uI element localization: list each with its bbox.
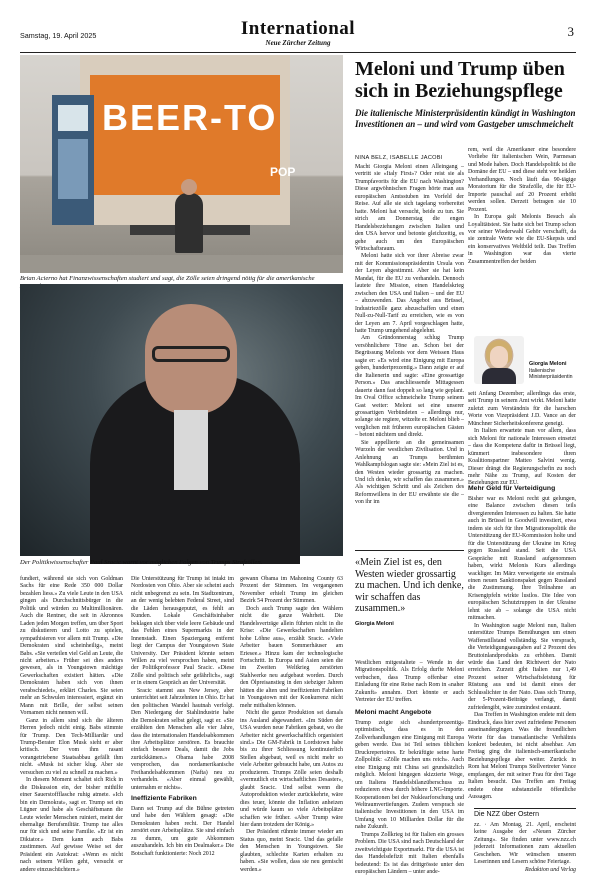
paragraph: Der Präsident rühmte immer wieder am Status quo, meint Sracic. Und das gefalle den Menschen in Youngstown. Sie glaubten, schlechte Karten erhalten zu haben. «Sie wollen, dass sie neu gemischt werden.»: [240, 829, 343, 873]
article-deck: Die italienische Ministerpräsidentin kündigt in Washington Investitionen an – und wird vom Gastgeber umschmeichelt: [355, 108, 576, 129]
paragraph: fundiert, während sie sich von Goldman Sachs für eine Rede 350 000 Dollar bezahlen liess.» Zu viele Leute in den USA gingen als Durchschnittsbürger in die Politik und würden zu Multimillionären. Auch die Rentner, die seit in Akronnos Laden jeden Morgen treffen, um über Sport zu diskutieren und Lotto zu spielen, sympathisieren vor allem mit Trump. «Die Demokraten sind scheinheilig», meint Babs. «Sie verteilen viel Geld an Leute, die nicht arbeiten.» Früher sei dies anders gewesen, als in Youngstown mächtige Gewerkschaften existiert hätten. «Die Demokraten haben sich von ihnen verabschiedet», erklärt Charles. Sie seien mehr an Schwulen interessiert, ergänzt ein Mann mit Brille, der selbst seinen Vornamen nicht nennen will.: [20, 576, 123, 717]
report-column-2: [131, 576, 234, 791]
report-column-1: [20, 576, 123, 873]
paragraph: Ganz in allem sind sich die älteren Herren jedoch nicht einig. Babs stimmte für Trump. Den Tech-Milliardär und Trump-Berater Elon Musk sieht er aber kritisch. Der vom ihm rasant vorangetriebene Staatsabbau gefällt ihm nicht. «Musk ist sicher klug. Aber sie versuchen zu viel zu schnell zu machen.»: [20, 717, 123, 776]
paragraph: gewann Obama im Mahoning County 63 Prozent der Stimmen. Im vergangenen November erhielt Trump im gleichen Bezirk 54 Prozent der Stimmen.: [240, 576, 343, 605]
paragraph: In diesem Moment schaltet sich Rick in die Diskussion ein, der bisher mithilfe einer Sauerstoffflasche ruhig atmete. «Ich bin ein Demokrat», sagt er. Trump sei ein Lügner und habe als Geschäftsmann die Leute wieder Menschen ruiniert, meint der ehemalige Berufsmilitär. Trump tue alles nur für sich und seine Familie. «Er ist ein Diktator.» Dem kann auch Babs zustimmen. Auf gewisse Weise sei der Präsident ein Autokrat: «Wenn es nicht nach seinem Willen geht, versucht er andere einzuschüchtern.»: [20, 777, 123, 873]
paragraph: Trump zeigte sich «hundertprozentig» optimistisch, dass es in den Zollverhandlungen eine Einigung mit Europa geben werde. Das ist Teil seines üblichen Druckrepertoires. Er bekräftigte seine harte Zollpolitik: «Zölle machen uns reich». Auch eine Einigung mit China sei grundsätzlich möglich. Meloni hingegen skizzierte Wege, um Italiens Handelsbilanzüberschuss zu reduzieren etwa durch höhere LNG-Importe. Kooperationen bei der Nuklearforschung und Weltraumvertiefungen. Zudem versprach sie italienische Investitionen in den USA im Umfang von 10 Milliarden Dollar für die nahe Zukunft.: [355, 720, 464, 831]
shirt: [174, 410, 208, 490]
paragraph: seit Anfang Dezember; allerdings das erste, seit Trump in seinem Amt wirkt. Meloni hatte zuletzt zum Verständnis für die harschen Worte von Vizepräsident J.D. Vance an der Münchner Sicherheitskonferenz geneigt.: [468, 391, 576, 427]
header-rule: [20, 52, 576, 53]
article-column-q: [355, 660, 464, 704]
paragraph: Doch auch Trump sagte den Wählern nicht die ganze Wahrheit. Die Handelsverträge allein führten nicht in die Krise: «Die Gewerkschaften handelten hohe Löhne aus», erzählt Sracic. «Viele Arbeiter bauen Sommerhäuser am Eriesee.» Hinzu kam der technologische Fortschritt. In Europa und Asien seien die im Zweiten Weltkrieg zerstörten Stahlwerke neu aufgebaut worden. Durch den Ölpreisanstieg in den siebziger Jahren hätten die alten und ineffizienten Fabriken in Youngstown mit der Konkurrenz nicht mehr mithalten können.: [240, 605, 343, 709]
section-title: International: [240, 18, 356, 39]
box-rule: [474, 808, 576, 809]
photo-brian-acierno: [20, 55, 343, 273]
article-headline: Meloni und Trump üben sich in Beziehungspflege: [355, 58, 565, 102]
article-column-2a: [468, 147, 576, 333]
paragraph: Dann sei Trump auf die Bühne getreten und habe den Wählern gesagt: «Die Demokraten haben recht. Der Handel zerstört eure Arbeitsplätze. Sie sind einfach zu dumm, um gute Abkommen auszuhandeln. Ich bin ein Dealmaker.» Die Botschaft funktionierte: Noch 2012: [131, 806, 234, 857]
page-header: [20, 20, 576, 50]
mural-lettering: BEER-TO: [102, 97, 278, 138]
newspaper-brand: Neue Zürcher Zeitung: [265, 39, 331, 47]
article-column-1: [355, 164, 464, 540]
issue-date: Samstag, 19. April 2025: [20, 31, 97, 40]
paragraph: Bisher war es Meloni recht gut gelungen, eine Balance zwischen diesen teils divergierenden Interessen zu halten. Sie hatte auch in Brüssel in Goodwill investiert, etwa indem sie sich für ihre Migrationspolitik die Unterstützung der EU-Kommission holte und für die Unterstützung der Ukraine im Krieg gegen Russland stand. Seit die USA Gespräche mit Russland aufgenommen haben, wirkt Melonis Kurs allerdings wackliger. Im März verweigerte sie erstmals einen neuen Sanktionspaket gegen Russland die Zustimmung. Ihre Teilnahme an Krisengipfeln wirkte lustlos. Die Idee von europäischen Schutztruppen in der Ukraine lehnt sie ab – solange die USA nicht mitmachen.: [468, 496, 576, 622]
page-number: 3: [567, 24, 574, 39]
paragraph: Macht Giorgia Meloni einen Alleingang – vertritt sie «Italy First»? Oder reist sie als Trumpfavorits für die EU nach Washington? Diese argwöhnischen Fragen hörte man aus europäischen Amtsstuben im Vorfeld der Reise. Auf alle sie sich tagelang vorbereitet hatte. Meloni hat versucht, beide zu tun. Sie strich am Donnerstag die engen Handelsbeziehungen zwischen Italien und den USA hervor und betonte gleichzeitig, es gehe auch um den Europäischen Wirtschaftsraum.: [355, 164, 464, 252]
vending-panel: [58, 139, 88, 199]
subhead-verteidigung: Mehr Geld für Verteidigung: [468, 485, 556, 492]
quote-attribution: Giorgia Meloni: [355, 620, 394, 627]
paragraph: Westlichen mitgestaltete – Wende in der Migrationspolitik. Als Erfolg durfte Meloni verbuchen, dass Trump offenbar eine Einladung für eine Reise nach Rom in «naher Zukunft» annahm. Dort könnte er auch Vertreter der EU treffen.: [355, 660, 464, 704]
paragraph: Sracic stammt aus New Jersey, aber unterrichtet seit Jahrzehnten in Ohio. Er hat den politischen Wandel hautnah verfolgt. Den Niedergang der Stahlindustrie habe die Demokraten selbst gelegt, sagt er. «Sie erzählten den Menschen alle vier Jahre, dass die internationalen Handelsabkommen ihre Arbeitsplätze zerstören. Es brauchte einfach bessere Deals, damit die Jobs zurückkämen.» Obama habe 2008 versprochen, das nordamerikanische Freihandelsabkommen (Nafta) neu zu verhandeln. «Aber einmal gewählt, unternahm er nichts».: [131, 687, 234, 791]
portrait-role: Italienische Ministerpräsidentin: [529, 368, 573, 380]
article-column-2b: [468, 391, 576, 487]
glasses: [152, 346, 230, 362]
seated-man: [175, 193, 203, 253]
paragraph: Am Gründonnerstag schlug Trump versöhnlichere Töne an. Schon bei der Begrüssung Melonis vor dem Weissen Haus sagte er: «Es wird eine Einigung mit Europa geben, hundertprozentig.» Dann zeigte er auf die Italienerin und sagte: «Eine grossartige Person.» Das anschliessende Mittagessen dauerte dann fast doppelt so lang wie geplant. Im Oval Office schmeichelte Trump seinem Gast weiter: Meloni sei eine unserer grossartigen Verbündeten – allerdings nur, solange sie regiere, witzelte er. Meloni blieb – verglichen mit früheren europäischen Gästen – betont nüchtern und direkt.: [355, 335, 464, 439]
subhead-angebote: Meloni macht Angebote: [355, 709, 432, 716]
article-column-2c: [468, 496, 576, 804]
vending-screen: [58, 105, 88, 131]
quote-text: «Mein Ziel ist es, den Westen wieder grossartig zu machen. Und ich denke, wir schaffen das zusammen.»: [355, 557, 464, 615]
pavement: [20, 255, 343, 273]
paragraph: rem, weil die Amerikaner eine besondere Vorliebe für italienischen Wein, Parmesan und Mode haben. Doch Handelspolitik ist die Domäne der EU – und diese steht vor heiklen Verhandlungen. Noch läuft das 90-tägige Moratorium für die Strafzölle, die für EU-Importe pauschal auf 20 Prozent erhöht werden sollen. Derzeit betragen sie 10 Prozent.: [468, 147, 576, 213]
paragraph: In Italien erwartete man vor allem, dass sich Meloni für nationale Interessen einsetzt – dass die Kompetenz dafür in Brüssel liegt, kümmert insbesondere ihren Koalitionspartner Matteo Salvini wenig. Dieser drängt die Regierungschefin zu noch mehr Nähe zu Trump, auf Kosten der Beziehungen zur EU.: [468, 428, 576, 487]
portrait-face: [490, 346, 508, 368]
quote-rule: [355, 550, 464, 551]
vending-machine: [52, 95, 94, 225]
photo1-caption: Brian Acierno hat Finanzwissenschaften studiert und sagt, die Zölle seien dringend nötig für die amerikanische: [20, 275, 315, 282]
photo2-caption: Der Politikwissenschafter Paul Sracic warnt vor möglichen Folgen von Trumps Strafzöllen.: [20, 559, 263, 566]
mural-lettering-small: POP: [270, 165, 296, 179]
article-column-qb: [355, 720, 464, 876]
portrait-body: [482, 368, 516, 384]
paragraph: Sie appellierte an die gemeinsamen Wurzeln der westlichen Zivilisation. Und in Anlehnung an Trumps berühmten Wahlkampfslogan sagte sie: «Mein Ziel ist es, den Westen wieder grossartig zu machen. Und ich denke, wir schaffen das zusammen.» Als wichtigen Schritt und als Zeichen des Reformwillens in der EU erwähnte sie die – von ihr im: [355, 439, 464, 506]
paragraph: Nicht die ganze Produktion sei damals ins Ausland abgewandert. «Im Süden der USA wurden neue Fabriken gebaut, wo die Arbeiter nicht gewerkschaftlich organisiert sind.» Die GM-Fabrik in Lordstown habe bis zu ihrer Schliessung kontinuierlich Stellen abgebaut, weil es nicht mehr so viele Arbeiter gebraucht habe, um Autos zu produzieren. Trumps Zölle seien deshalb «vermutlich ein wirtschaftliches Desaster», glaubt Sracic. Und selbst wenn die Autoproduktion wieder zurückkehrte, wäre dies teuer, könnte die Inflation anheizen und würde kaum so viele Arbeitsplätze schaffen wie früher. «Aber Trump wäre hier dann trotzdem der König.»: [240, 710, 343, 828]
meloni-portrait: [474, 336, 524, 384]
paragraph: In Europa galt Melonis Besuch als Loyalitätstest. Sie hatte sich bei Trump schon vor seiner Wiederwahl Gehör verschafft, da sie zentrale Werte wie die EU-Skepsis und ein konservatives Weltbild teilt. Das Treffen in Washington war das vierte Zusammentreffen der beiden: [468, 214, 576, 265]
subhead-fabriken: Ineffiziente Fabriken: [131, 795, 197, 802]
paragraph: In Washington sagte Meloni nun, Italien unterstütze Trumps Bemühungen um einen Waffenstillstand vollständig. Sie versprach, die Verteidigungsausgaben auf 2 Prozent des Bruttoinlandprodukts zu erhöhen. Damit würde das Land den Richtwert der Nato erreichen. Zurzeit gibt Italien nur 1,49 Prozent seiner Wirtschaftsleistung für Rüstung aus und ist damit eines der Schlusslichter in der Nato. Dass sich Trump, der 5-Prozent-Beiträge verlangt, damit zufriedengibt, wäre zumindest erstaunt.: [468, 622, 576, 711]
pull-quote: [355, 550, 464, 627]
report-column-3: [240, 576, 343, 873]
paragraph: Die Unterstützung für Trump ist intakt im Nordosten von Ohio. Aber sie scheint auch nicht unbegrenzt zu sein. Im Stadtzentrum, an der wenig belebten Federal Street, sind die Läden herausgeputzt, es fehlt an Kunden. Lokale Geschäftsinhaber beklagen sich über viele leere Gebäude und das Fehlen eines Supermarkts in der Innenstadt. Einen Spaziergang entfernt liegt der Campus der Youngstown State University. Der Präsident könnte seinen Willen zu viel versprochen haben, meint der Politikprofessor Paul Sracic. «Diese Zölle sind politisch sehr gefährlich», sagt er in einem Gespräch an der Universität.: [131, 576, 234, 687]
article-byline: NINA BELZ, ISABELLE JACOBI: [355, 155, 443, 161]
paragraph: Trumps Zollkrieg ist für Italien ein grosses Problem. Die USA sind nach Deutschland der zweitwichtigste Exportmarkt. Für die USA ist das Handelsdefizit mit Italien ebenfalls bedeutend: Es ist das drittgrösste unter den europäischen Ländern – unter ande-: [355, 831, 464, 876]
box-signature: Redaktion und Verlag: [524, 866, 576, 873]
paragraph: Meloni hatte sich vor ihrer Abreise zwar mit der Kommissionspräsidentin Ursula von der Leyen abgestimmt. Aber sie hat kein Mandat, für die EU zu verhandeln. Dennoch lautete ihre Mission, einen Handelskrieg zwischen den USA und Italien – und der EU – abzuwenden. Das Angebot aus Brüssel, Industriezölle ganz abzuschaffen und einen Null-zu-Null-Tarif zu erreichen, wie es von der Leyen am 7. April vorgeschlagen hatte, hatte Trump umgehend abgelehnt.: [355, 253, 464, 334]
nzz-easter-box: [474, 822, 576, 873]
report-column-2b: [131, 806, 234, 866]
seated-man-head: [181, 179, 197, 195]
box-text: zz. · Am Montag, 21. April, erscheint keine Ausgabe der «Neuen Zürcher Zeitung». Sie finden unter www.nzz.ch jederzeit Informationen zum aktuellen Geschehen. Wir wünschen unseren Leserinnen und Lesern schöne Feiertage.: [474, 822, 576, 866]
portrait-name: Giorgia Meloni: [529, 361, 567, 367]
photo-paul-sracic: [20, 284, 343, 556]
portrait-man: [90, 374, 300, 564]
paragraph: Das Treffen in Washington endete mit dem Eindruck, dass hier zwei zufriedene Personen auseinandergingen. Was die freundlichen Worte für das transatlantische Verhältnis konkret bedeuten, ist nicht absehbar. Am Freitag ging die italienisch-amerikanische Beziehungspflege aber weiter. Zurück in Rom hat Meloni Trumps Stellvertreter Vance empfangen, der mit seiner Frau für drei Tage Italien besucht. Das Treffen am Freitag endete ohne substanzielle öffentliche Aussagen.: [468, 712, 576, 801]
nzz-easter-box-title: Die NZZ über Ostern: [474, 811, 539, 818]
